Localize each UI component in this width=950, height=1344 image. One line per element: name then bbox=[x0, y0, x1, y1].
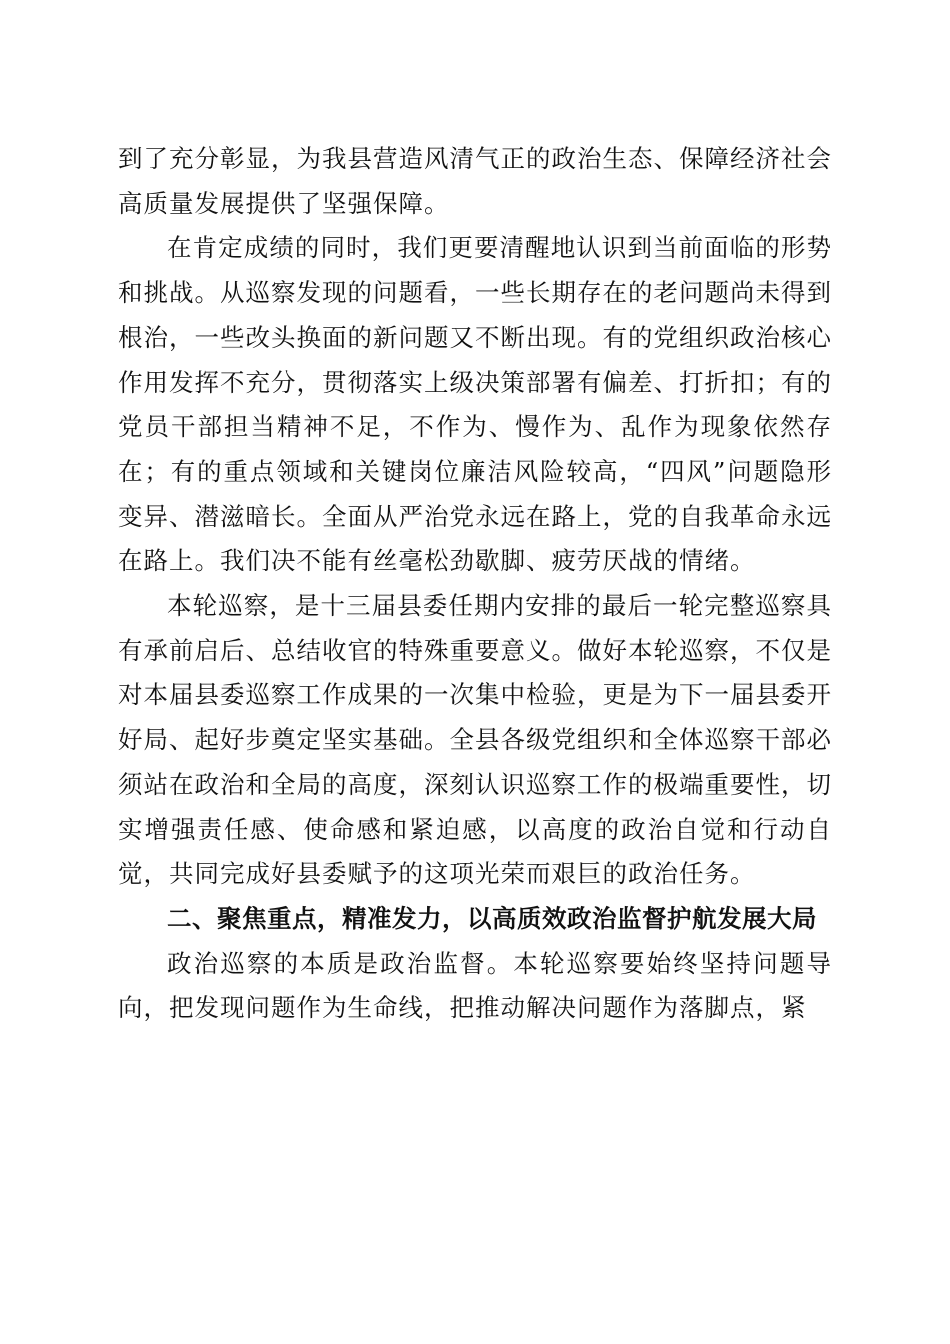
paragraph-challenges: 在肯定成绩的同时，我们更要清醒地认识到当前面临的形势和挑战。从巡察发现的问题看，一些长期存在的老问题尚未得到根治，一些改头换面的新问题又不断出现。有的党组织政治核心作用发挥不充分，贯彻落实上级决策部署有偏差、打折扣；有的党员干部担当精神不足，不作为、慢作为、乱作为现象依然存在；有的重点领域和关键岗位廉洁风险较高，“四风”问题隐形变异、潜滋暗长。全面从严治党永远在路上，党的自我革命永远在路上。我们决不能有丝毫松劲歇脚、疲劳厌战的情绪。 bbox=[118, 233, 832, 576]
document-page bbox=[118, 137, 832, 1031]
section-heading: 二、聚焦重点，精准发力，以高质效政治监督护航发展大局 bbox=[167, 903, 817, 933]
paragraph-continuation: 到了充分彰显，为我县营造风清气正的政治生态、保障经济社会高质量发展提供了坚强保障。 bbox=[118, 144, 832, 218]
paragraph-significance: 本轮巡察，是十三届县委任期内安排的最后一轮完整巡察具有承前启后、总结收官的特殊重要意义。做好本轮巡察，不仅是对本届县委巡察工作成果的一次集中检验，更是为下一届县委开好局、起好步奠定坚实基础。全县各级党组织和全体巡察干部必须站在政治和全局的高度，深刻认识巡察工作的极端重要性，切实增强责任感、使命感和紧迫感，以高度的政治自觉和行动自觉，共同完成好县委赋予的这项光荣而艰巨的政治任务。 bbox=[118, 591, 832, 889]
paragraph-political-supervision: 政治巡察的本质是政治监督。本轮巡察要始终坚持问题导向，把发现问题作为生命线，把推动解决问题作为落脚点，紧 bbox=[118, 948, 832, 1023]
